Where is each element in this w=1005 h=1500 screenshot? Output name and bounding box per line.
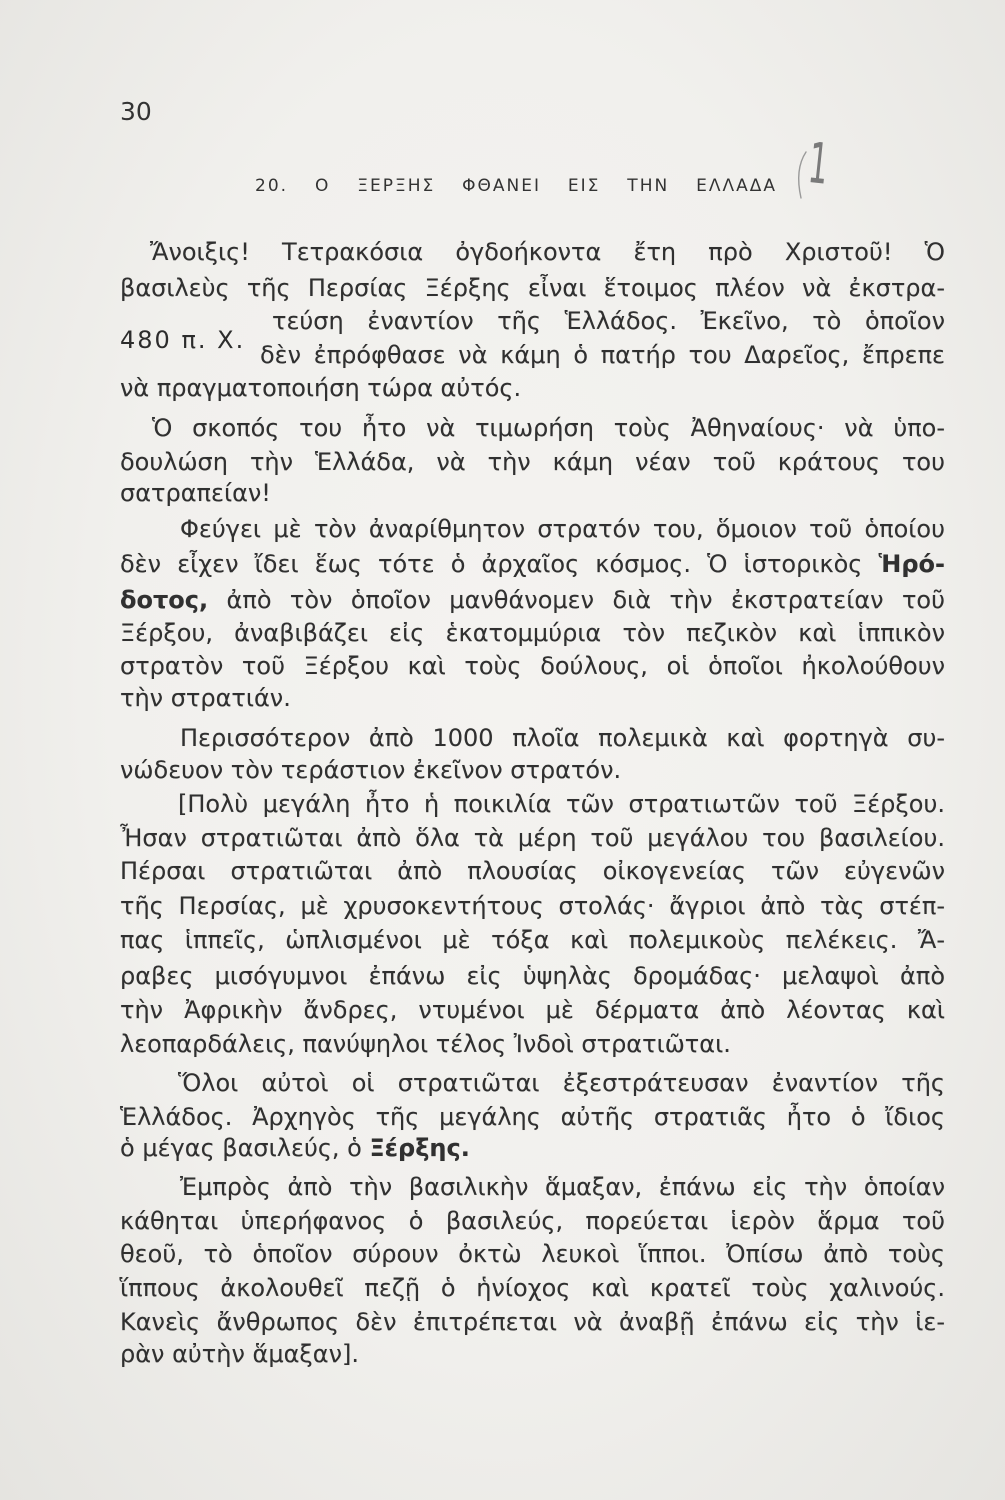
text-line: ἵππους ἀκολουθεῖ πεζῇ ὁ ἡνίοχος καὶ κρατεῖ τοὺς χαλινούς.: [120, 1274, 945, 1302]
chapter-heading: 20. Ο ΞΕΡΞΗΣ ΦΘΑΝΕΙ ΕΙΣ ΤΗΝ ΕΛΛΑΔΑ: [255, 176, 777, 196]
text-line: Περισσότερον ἀπὸ 1000 πλοῖα πολεμικὰ καὶ φορτηγὰ συ-: [180, 724, 945, 752]
text-line: Φεύγει μὲ τὸν ἀναρίθμητον στρατόν του, ὅμοιον τοῦ ὁποίου: [180, 515, 945, 543]
text-line: [120, 547, 945, 581]
text-line: σατραπείαν!: [120, 479, 271, 507]
text-line: νὰ πραγματοποιήση τώρα αὐτός.: [120, 374, 522, 402]
bold-name: δοτος,: [120, 586, 209, 614]
text-line: [Πολὺ μεγάλη ἦτο ἡ ποικιλία τῶν στρατιωτῶν τοῦ Ξέρξου.: [178, 790, 945, 818]
bold-name: Ἡρό-: [878, 550, 945, 578]
text-line: θεοῦ, τὸ ὁποῖον σύρουν ὀκτὼ λευκοὶ ἵπποι. Ὀπίσω ἀπὸ τοὺς: [120, 1240, 945, 1268]
text-line: τεύση ἐναντίον τῆς Ἑλλάδος. Ἐκεῖνο, τὸ ὁποῖον: [272, 307, 945, 335]
text-line: τὴν στρατιάν.: [120, 684, 291, 712]
handwritten-mark: 1: [805, 131, 832, 198]
line-text: δὲν εἶχεν ἴδει ἕως τότε ὁ ἀρχαῖος κόσμος. Ὁ ἱστορικὸς: [120, 550, 863, 578]
text-line: τῆς Περσίας, μὲ χρυσοκεντήτους στολάς· ἄγριοι ἀπὸ τὰς στέπ-: [120, 892, 945, 920]
text-line: τὴν Ἀφρικὴν ἄνδρες, ντυμένοι μὲ δέρματα ἀπὸ λέοντας καὶ: [120, 996, 945, 1024]
text-line: δὲν ἐπρόφθασε νὰ κάμη ὁ πατήρ του Δαρεῖος, ἔπρεπε: [260, 341, 945, 369]
text-line: [120, 1131, 945, 1165]
page-number: 30: [120, 97, 152, 126]
text-line: Ἄνοιξις! Τετρακόσια ὀγδοήκοντα ἔτη πρὸ Χριστοῦ! Ὁ: [150, 238, 945, 266]
line-text: ὁ μέγας βασιλεύς, ὁ: [120, 1134, 362, 1162]
text-line: Ἦσαν στρατιῶται ἀπὸ ὅλα τὰ μέρη τοῦ μεγάλου του βασιλείου.: [120, 824, 945, 852]
text-line: λεοπαρδάλεις, πανύψηλοι τέλος Ἰνδοὶ στρατιῶται.: [120, 1030, 731, 1058]
bold-name: Ξέρξης.: [369, 1134, 470, 1162]
text-line: Ὅλοι αὐτοὶ οἱ στρατιῶται ἐξεστράτευσαν ἐναντίον τῆς: [178, 1069, 945, 1097]
text-line: Ὁ σκοπός του ἦτο νὰ τιμωρήση τοὺς Ἀθηναίους· νὰ ὑπο-: [152, 414, 945, 442]
text-line: πας ἱππεῖς, ὡπλισμένοι μὲ τόξα καὶ πολεμικοὺς πελέκεις. Ἄ-: [120, 926, 945, 954]
margin-date-note: 480 π. Χ.: [120, 326, 246, 354]
text-line: νώδευον τὸν τεράστιον ἐκεῖνον στρατόν.: [120, 756, 622, 784]
text-line: ρὰν αὐτὴν ἅμαξαν].: [120, 1340, 360, 1368]
text-line: ραβες μισόγυμνοι ἐπάνω εἰς ὑψηλὰς δρομάδας· μελαψοὶ ἀπὸ: [120, 962, 945, 990]
text-line: Ἑλλάδος. Ἀρχηγὸς τῆς μεγάλης αὐτῆς στρατιᾶς ἦτο ὁ ἴδιος: [120, 1103, 945, 1131]
text-line: βασιλεὺς τῆς Περσίας Ξέρξης εἶναι ἕτοιμος πλέον νὰ ἐκστρα-: [120, 274, 945, 302]
text-line: Ξέρξου, ἀναβιβάζει εἰς ἑκατομμύρια τὸν πεζικὸν καὶ ἱππικὸν: [120, 619, 945, 647]
text-line: Πέρσαι στρατιῶται ἀπὸ πλουσίας οἰκογενείας τῶν εὐγενῶν: [120, 857, 945, 885]
text-line: Ἐμπρὸς ἀπὸ τὴν βασιλικὴν ἅμαξαν, ἐπάνω εἰς τὴν ὁποίαν: [180, 1173, 945, 1201]
text-line: δουλώση τὴν Ἑλλάδα, νὰ τὴν κάμη νέαν τοῦ κράτους του: [120, 448, 945, 476]
text-line: στρατὸν τοῦ Ξέρξου καὶ τοὺς δούλους, οἱ ὁποῖοι ἠκολούθουν: [120, 652, 945, 680]
text-line: [120, 583, 945, 617]
text-line: Κανεὶς ἄνθρωπος δὲν ἐπιτρέπεται νὰ ἀναβῇ ἐπάνω εἰς τὴν ἱε-: [120, 1308, 945, 1336]
text-line: κάθηται ὑπερήφανος ὁ βασιλεύς, πορεύεται ἱερὸν ἅρμα τοῦ: [120, 1207, 945, 1235]
line-text: ἀπὸ τὸν ὁποῖον μανθάνομεν διὰ τὴν ἐκστρατείαν τοῦ: [226, 586, 945, 614]
